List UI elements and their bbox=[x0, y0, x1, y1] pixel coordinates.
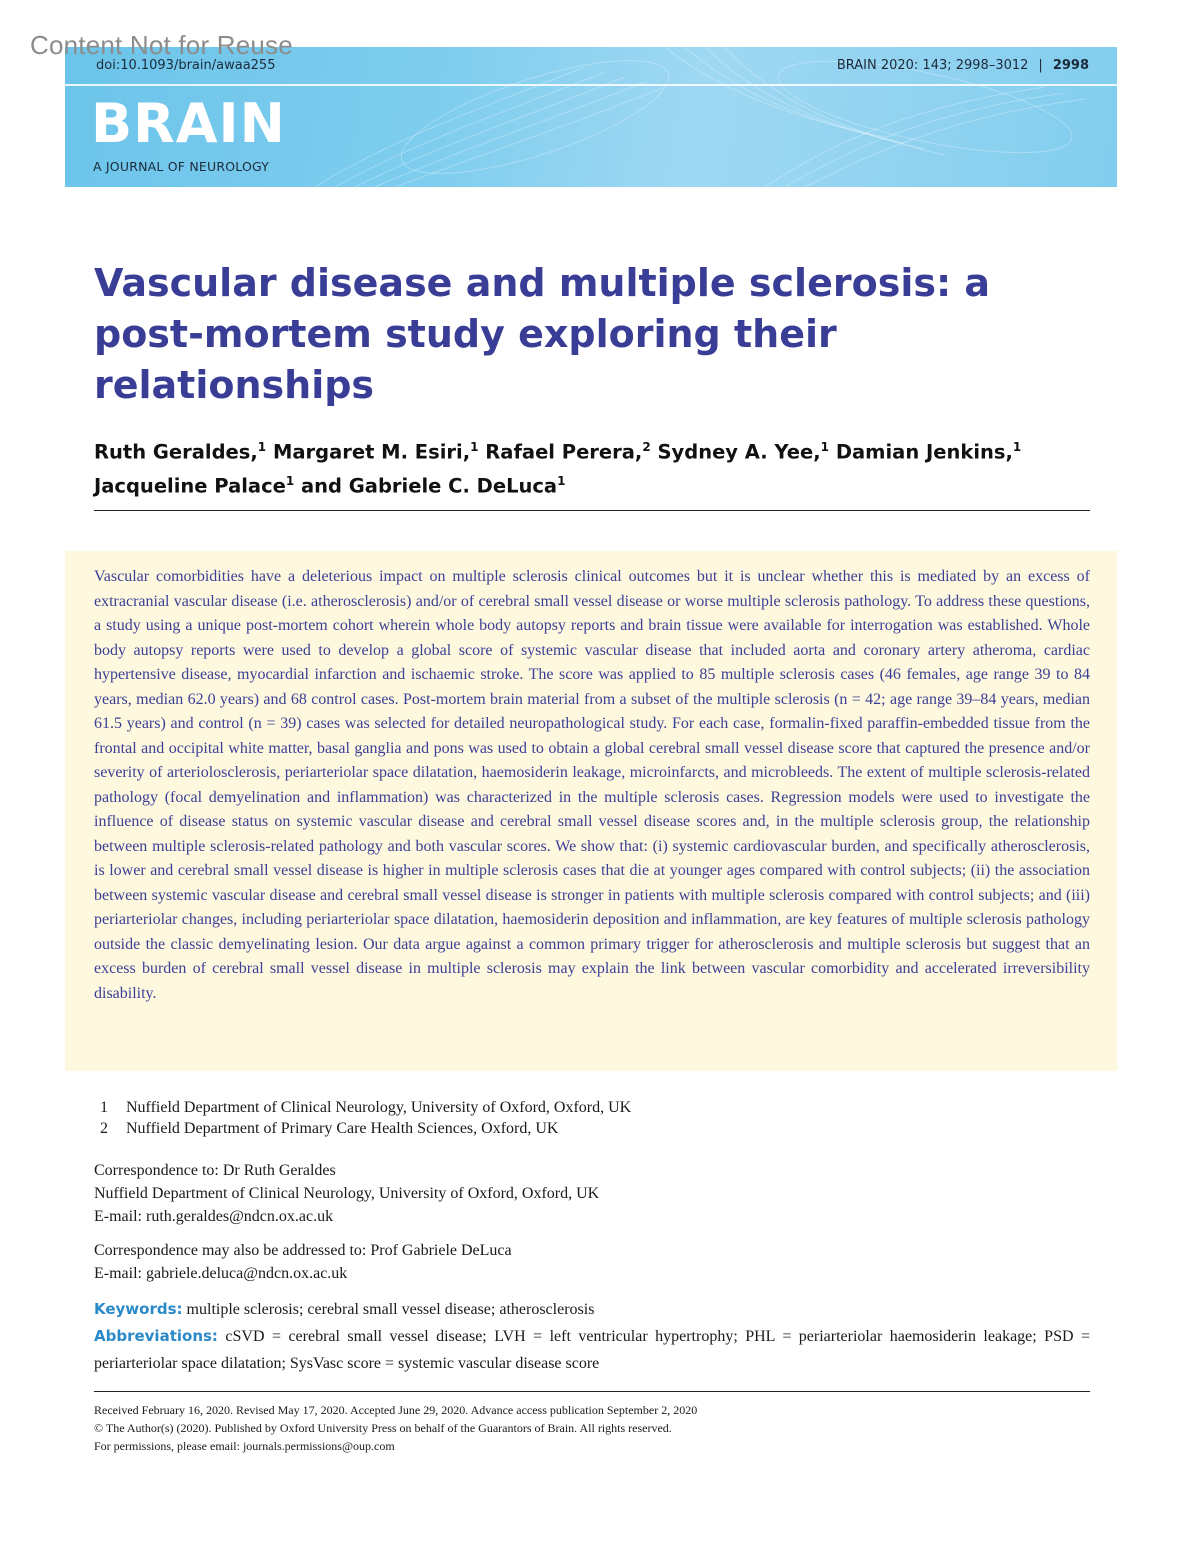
author-list bbox=[94, 433, 1094, 500]
author-affiliation-mark: 2 bbox=[642, 440, 651, 454]
keywords-text: multiple sclerosis; cerebral small vessel disease; atherosclerosis bbox=[186, 1301, 595, 1318]
author-affiliation-mark: 1 bbox=[1012, 440, 1022, 454]
correspondence-line: Nuffield Department of Clinical Neurology, University of Oxford, Oxford, UK bbox=[94, 1185, 600, 1202]
author-name[interactable]: and Gabriele C. DeLuca bbox=[301, 474, 558, 497]
journal-logo: BRAIN bbox=[91, 92, 286, 155]
affiliation-number: 2 bbox=[100, 1120, 108, 1137]
watermark: Content Not for Reuse bbox=[30, 30, 293, 60]
citation-text: BRAIN 2020: 143; 2998–3012 bbox=[836, 58, 1029, 73]
author-name[interactable]: Rafael Perera, bbox=[485, 440, 643, 464]
divider-bottom bbox=[94, 1391, 1090, 1392]
correspondence bbox=[94, 1159, 599, 1228]
affiliation-2 bbox=[100, 1118, 631, 1139]
abbreviations-label: Abbreviations: bbox=[94, 1327, 218, 1345]
abbreviations bbox=[94, 1323, 1090, 1377]
journal-subtitle: A JOURNAL OF NEUROLOGY bbox=[93, 159, 270, 174]
author-affiliation-mark: 1 bbox=[557, 473, 566, 488]
journal-banner bbox=[65, 47, 1117, 187]
page-number: 2998 bbox=[1052, 58, 1089, 73]
author-affiliation-mark: 1 bbox=[470, 440, 479, 454]
author-affiliation-mark: 1 bbox=[285, 473, 295, 488]
keywords bbox=[94, 1296, 1090, 1323]
abstract: Vascular comorbidities have a deleterious impact on multiple sclerosis clinical outcomes but it is unclear whether this is mediated by an excess of extracranial vascular disease (i.e. atherosclerosis) and/or of cerebral small vessel disease or worse multiple sclerosis pathology. To address these questions, a study using a unique post-mortem cohort wherein whole body autopsy reports and brain tissue were available for interrogation was established. Whole body autopsy reports were used to develop a global score of systemic vascular disease that included aorta and coronary artery atheroma, cardiac hypertensive disease, myocardial infarction and ischaemic stroke. The score was applied to 85 multiple sclerosis cases (46 females, age range 39 to 84 years, median 62.0 years) and 68 control cases. Post-mortem brain material from a subset of the multiple sclerosis (n = 42; age range 39–84 years, median 61.5 years) and control (n = 39) cases was selected for detailed neuropathological study. For each case, formalin-fixed paraffin-embedded tissue from the frontal and occipital white matter, basal ganglia and pons was used to obtain a global cerebral small vessel disease score that captured the presence and/or severity of arteriolosclerosis, periarteriolar space dilatation, haemosiderin leakage, microinfarcts, and microbleeds. The extent of multiple sclerosis-related pathology (focal demyelination and inflammation) was characterized in the multiple sclerosis cases. Regression models were used to investigate the influence of disease status on systemic vascular disease and cerebral small vessel disease scores and, in the multiple sclerosis group, the relationship between multiple sclerosis-related pathology and both vascular scores. We show that: (i) systemic cardiovascular burden, and specifically atherosclerosis, is lower and cerebral small vessel disease is higher in multiple sclerosis cases that die at younger ages compared with control subjects; (ii) the association between systemic vascular disease and cerebral small vessel disease is stronger in patients with multiple sclerosis compared with control subjects; and (iii) periarteriolar changes, including periarteriolar space dilatation, haemosiderin deposition and inflammation, are key features of multiple sclerosis pathology outside the classic demyelinating lesion. Our data argue against a common primary trigger for atherosclerosis and multiple sclerosis but suggest that an excess burden of cerebral small vessel disease in multiple sclerosis may explain the link between vascular comorbidity and accelerated irreversibility disability. bbox=[94, 568, 1090, 1002]
author-name[interactable]: Sydney A. Yee, bbox=[657, 440, 821, 464]
author-name[interactable]: Ruth Geraldes, bbox=[94, 440, 258, 464]
correspondence-alt bbox=[94, 1239, 512, 1285]
author-name[interactable]: Damian Jenkins, bbox=[835, 440, 1013, 464]
correspondence-line: Correspondence to: Dr Ruth Geraldes bbox=[94, 1162, 336, 1179]
author-affiliation-mark: 1 bbox=[257, 440, 267, 454]
affiliations bbox=[100, 1097, 631, 1139]
publication-history: Received February 16, 2020. Revised May 17, 2020. Accepted June 29, 2020. Advance access publication September 2, 2020 bbox=[94, 1403, 698, 1417]
keywords-label: Keywords: bbox=[94, 1300, 183, 1318]
author-affiliation-mark: 1 bbox=[820, 440, 830, 454]
correspondence-email[interactable]: E-mail: ruth.geraldes@ndcn.ox.ac.uk bbox=[94, 1208, 334, 1225]
affiliation-number: 1 bbox=[100, 1099, 108, 1116]
permissions[interactable]: For permissions, please email: journals.permissions@oup.com bbox=[94, 1439, 395, 1453]
affiliation-text: Nuffield Department of Clinical Neurology, University of Oxford, Oxford, UK bbox=[126, 1099, 632, 1116]
author-name[interactable]: Margaret M. Esiri, bbox=[272, 440, 471, 464]
correspondence-line: Correspondence may also be addressed to: Prof Gabriele DeLuca bbox=[94, 1242, 512, 1259]
doi[interactable]: doi:10.1093/brain/awaa255 bbox=[96, 58, 276, 73]
abbreviations-text: cSVD = cerebral small vessel disease; LVH = left ventricular hypertrophy; PHL = periarteriolar haemosiderin leakage; PSD = periarteriolar space dilatation; SysVasc score = systemic vascular disease score bbox=[94, 1328, 1091, 1372]
affiliation-text: Nuffield Department of Primary Care Health Sciences, Oxford, UK bbox=[126, 1120, 559, 1137]
affiliation-1 bbox=[100, 1097, 631, 1118]
citation-separator: | bbox=[1038, 58, 1043, 73]
author-name[interactable]: Jacqueline Palace bbox=[94, 474, 286, 497]
footer bbox=[94, 1401, 697, 1455]
divider-top bbox=[94, 510, 1090, 511]
article-title: Vascular disease and multiple sclerosis: a post-mortem study exploring their relationships bbox=[94, 261, 991, 407]
copyright: © The Author(s) (2020). Published by Oxford University Press on behalf of the Guarantors of Brain. All rights reserved. bbox=[94, 1421, 672, 1435]
correspondence-email[interactable]: E-mail: gabriele.deluca@ndcn.ox.ac.uk bbox=[94, 1265, 348, 1282]
citation bbox=[837, 58, 1089, 73]
